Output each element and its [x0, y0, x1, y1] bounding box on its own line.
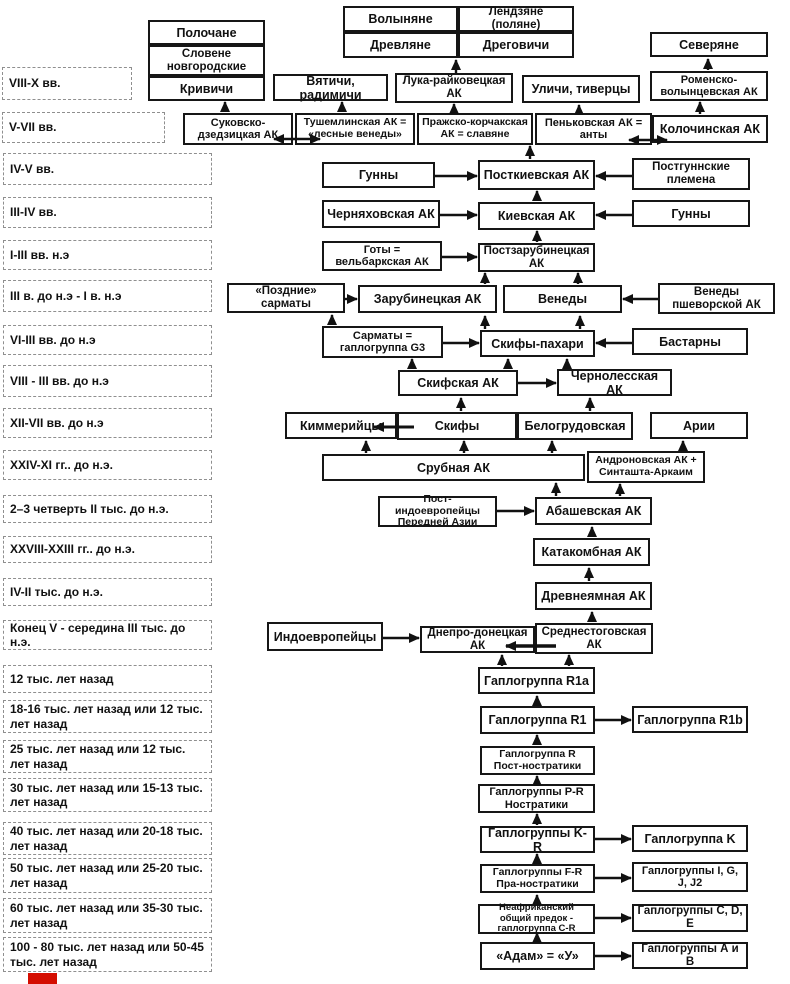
diagram-node: «Поздние» сарматы [227, 283, 345, 313]
diagram-node: Гаплогруппа R1 [480, 706, 595, 734]
diagram-node: Роменско-волынцевская АК [650, 71, 768, 101]
diagram-node: Андроновская АК + Синташта-Аркаим [587, 451, 705, 483]
diagram-node: Полочане [148, 20, 265, 45]
diagram-node: Гаплогруппы А и В [632, 942, 748, 969]
diagram-node: Тушемлинская АК = «лесные венеды» [295, 113, 415, 145]
timeline-label: XII-VII вв. до н.э [3, 408, 212, 438]
diagram-node: Словене новгородские [148, 45, 265, 76]
diagram-node: Суковско-дзедзицкая АК [183, 113, 293, 145]
timeline-label: 60 тыс. лет назад или 35-30 тыс. лет назад [3, 898, 212, 933]
timeline-label: III-IV вв. [3, 197, 212, 228]
diagram-node: Пеньковская АК = анты [535, 113, 652, 145]
diagram-node: Готы = вельбаркская АК [322, 241, 442, 271]
diagram-node: Абашевская АК [535, 497, 652, 525]
diagram-node: Гунны [632, 200, 750, 227]
diagram-node: Лука-райковецкая АК [395, 73, 513, 103]
diagram-node: Гунны [322, 162, 435, 188]
timeline-label: 2–3 четверть II тыс. до н.э. [3, 495, 212, 523]
diagram-node: Уличи, тиверцы [522, 75, 640, 103]
diagram-node: Сарматы = гаплогруппа G3 [322, 326, 443, 358]
diagram-node: Гаплогруппа R1b [632, 706, 748, 733]
timeline-label: VIII-X вв. [2, 67, 132, 100]
timeline-label: VIII - III вв. до н.э [3, 365, 212, 397]
diagram-node: Неафриканский общий предок - гаплогруппа C-R [478, 904, 595, 934]
timeline-label: 100 - 80 тыс. лет назад или 50-45 тыс. лет назад [3, 937, 212, 972]
timeline-label: 18-16 тыс. лет назад или 12 тыс. лет назад [3, 700, 212, 733]
timeline-label: V-VII вв. [2, 112, 165, 143]
timeline-label: III в. до н.э - I в. н.э [3, 280, 212, 312]
timeline-label: 50 тыс. лет назад или 25-20 тыс. лет назад [3, 858, 212, 893]
diagram-node: Гаплогруппы F-R Пра-ностратики [480, 864, 595, 893]
timeline-label: I-III вв. н.э [3, 240, 212, 270]
diagram-node: Индоевропейцы [267, 622, 383, 651]
timeline-label: XXVIII-XXIII гг.. до н.э. [3, 536, 212, 563]
diagram-node: Древляне [343, 32, 458, 58]
timeline-label: IV-II тыс. до н.э. [3, 578, 212, 606]
diagram-node: Черняховская АК [322, 200, 440, 228]
diagram-node: Скифская АК [398, 370, 518, 396]
diagram-node: Срубная АК [322, 454, 585, 481]
diagram-node: Арии [650, 412, 748, 439]
timeline-label: IV-V вв. [3, 153, 212, 185]
red-marker [28, 973, 57, 984]
diagram-node: Северяне [650, 32, 768, 57]
diagram-node: Гаплогруппы K-R [480, 826, 595, 853]
diagram-node: Гаплогруппа R1a [478, 667, 595, 694]
diagram-node: Кривичи [148, 76, 265, 101]
diagram-node: Постгуннские племена [632, 158, 750, 190]
diagram-node: Киевская АК [478, 202, 595, 230]
diagram-node: Венеды [503, 285, 622, 313]
diagram-node: Вятичи, радимичи [273, 74, 388, 101]
timeline-label: XXIV-XI гг.. до н.э. [3, 450, 212, 480]
diagram-node: Посткиевская АК [478, 160, 595, 190]
diagram-node: Колочинская АК [652, 115, 768, 143]
diagram-node: Дреговичи [458, 32, 574, 58]
diagram-node: «Адам» = «У» [480, 942, 595, 970]
timeline-label: VI-III вв. до н.э [3, 325, 212, 355]
timeline-label: 25 тыс. лет назад или 12 тыс. лет назад [3, 740, 212, 773]
diagram-node: Гаплогруппы I, G, J, J2 [632, 862, 748, 892]
diagram-node: Гаплогруппа K [632, 825, 748, 852]
diagram-node: Скифы-пахари [480, 330, 595, 357]
diagram-node: Гаплогруппы C, D, E [632, 904, 748, 932]
diagram-node: Киммерийцы [285, 412, 397, 439]
diagram-node: Гаплогруппа R Пост-ностратики [480, 746, 595, 775]
diagram-node: Пражско-корчакская АК = славяне [417, 113, 533, 145]
diagram-node: Днепро-донецкая АК [420, 626, 535, 653]
diagram-node: Древнеямная АК [535, 582, 652, 610]
diagram-node: Бастарны [632, 328, 748, 355]
diagram-node: Постзарубинецкая АК [478, 243, 595, 272]
timeline-label: 40 тыс. лет назад или 20-18 тыс. лет назад [3, 822, 212, 855]
diagram-node: Пост-индоевропейцы Передней Азии [378, 496, 497, 527]
timeline-label: 12 тыс. лет назад [3, 665, 212, 693]
diagram-node: Волыняне [343, 6, 458, 32]
diagram-node: Гаплогруппы P-R Ностратики [478, 784, 595, 813]
diagram-node: Чернолесская АК [557, 369, 672, 396]
diagram-node: Скифы [397, 412, 517, 440]
diagram-node: Лендзяне (поляне) [458, 6, 574, 32]
diagram-node: Среднестоговская АК [535, 623, 653, 654]
diagram-node: Зарубинецкая АК [358, 285, 497, 313]
timeline-label: Конец V - середина III тыс. до н.э. [3, 620, 212, 650]
timeline-label: 30 тыс. лет назад или 15-13 тыс. лет назад [3, 778, 212, 812]
diagram-node: Венеды пшеворской АК [658, 283, 775, 314]
diagram-node: Белогрудовская [517, 412, 633, 440]
diagram-node: Катакомбная АК [533, 538, 650, 566]
